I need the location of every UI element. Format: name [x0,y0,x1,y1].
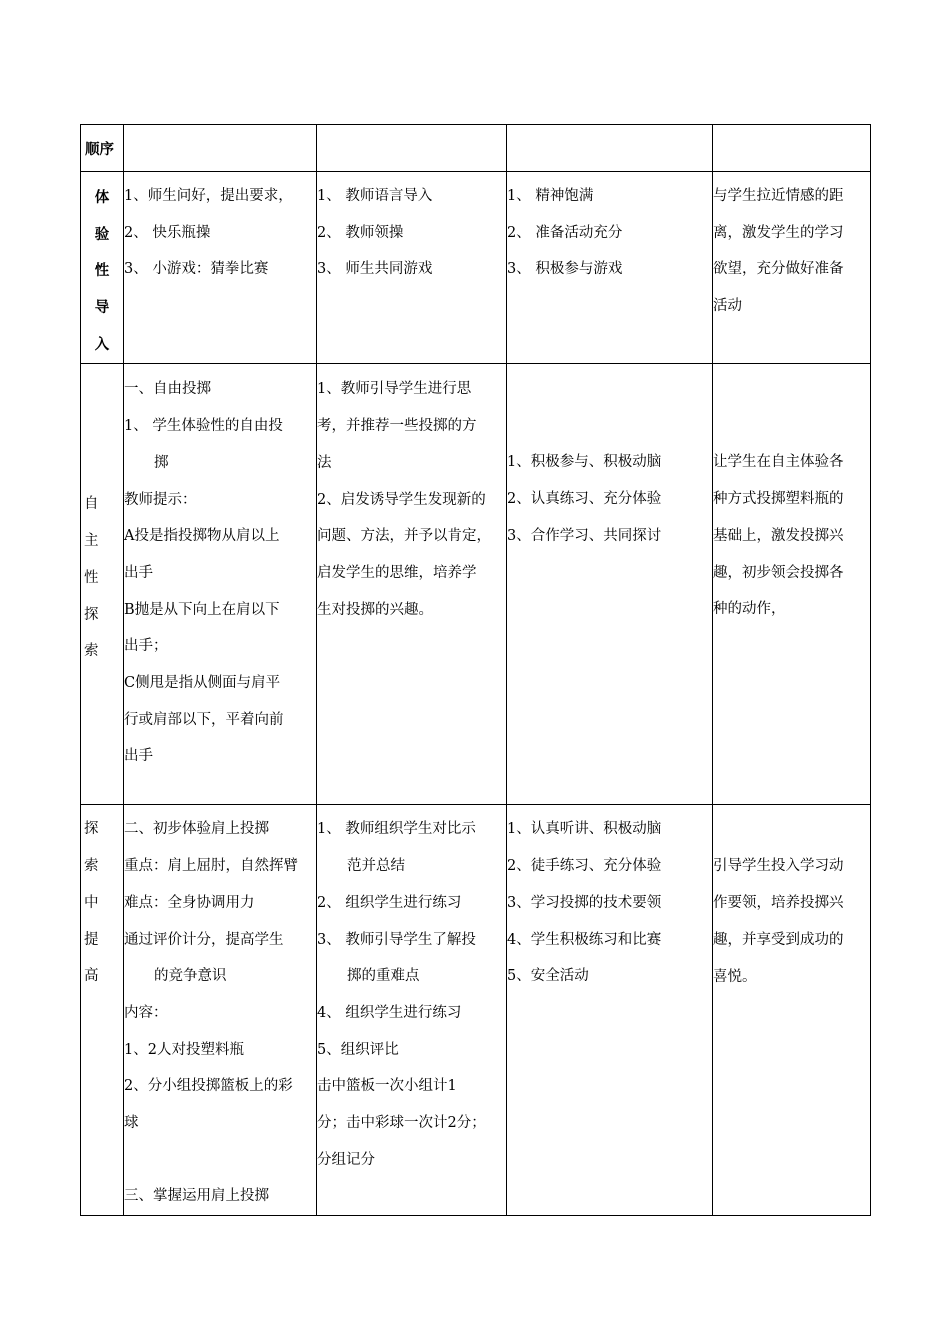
lesson-plan-table [80,124,871,1216]
purpose-cell: 让学生在自主体验各 种方式投掷塑料瓶的 基础上，激发投掷兴 趣，初步领会投掷各 种的动作， [713,364,871,805]
header-cell-content [124,125,317,172]
student-cell: 1、积极参与、积极动脑 2、认真练习、充分体验 3、合作学习、共同探讨 [507,364,713,805]
content-cell: 二、初步体验肩上投掷 重点：肩上屈肘，自然挥臂 难点：全身协调用力 通过评价计分，提高学生 的竞争意识 内容： 1、2人对投塑料瓶 2、分小组投掷篮板上的彩 球 三、掌握运用肩上投掷 [124,805,317,1216]
purpose-cell: 引导学生投入学习动 作要领，培养投掷兴 趣，并享受到成功的 喜悦。 [713,805,871,1216]
content-cell: 1、师生问好，提出要求， 2、 快乐瓶操 3、 小游戏：猜拳比赛 [124,172,317,364]
student-cell: 1、 精神饱满 2、 准备活动充分 3、 积极参与游戏 [507,172,713,364]
row-label: 探 索 中 提 高 [81,805,124,1216]
header-cell-student [507,125,713,172]
header-order: 顺序 [81,125,124,172]
teacher-cell: 1、 教师组织学生对比示 范并总结 2、 组织学生进行练习 3、 教师引导学生了解投 掷的重难点 4、 组织学生进行练习 5、组织评比 击中篮板一次小组计1 分；击中彩球一次计2分； 分组记分 [317,805,507,1216]
teacher-cell: 1、教师引导学生进行思 考，并推荐一些投掷的方 法 2、启发诱导学生发现新的 问题、方法，并予以肯定， 启发学生的思维，培养学 生对投掷的兴趣。 [317,364,507,805]
teacher-cell: 1、 教师语言导入 2、 教师领操 3、 师生共同游戏 [317,172,507,364]
header-cell-purpose [713,125,871,172]
header-cell-teacher [317,125,507,172]
table-row [81,172,871,364]
student-cell: 1、认真听讲、积极动脑 2、徒手练习、充分体验 3、学习投掷的技术要领 4、学生积极练习和比赛 5、安全活动 [507,805,713,1216]
purpose-cell: 与学生拉近情感的距 离，激发学生的学习 欲望，充分做好准备 活动 [713,172,871,364]
row-label: 自 主 性 探 索 [81,364,124,805]
table-row [81,805,871,1216]
table-header-row [81,125,871,172]
table-row [81,364,871,805]
row-label: 体 验 性 导 入 [81,172,124,364]
content-cell: 一、自由投掷 1、 学生体验性的自由投 掷 教师提示： A投是指投掷物从肩以上 出手 B抛是从下向上在肩以下 出手； C侧甩是指从侧面与肩平 行或肩部以下，平着向前 出手 [124,364,317,805]
